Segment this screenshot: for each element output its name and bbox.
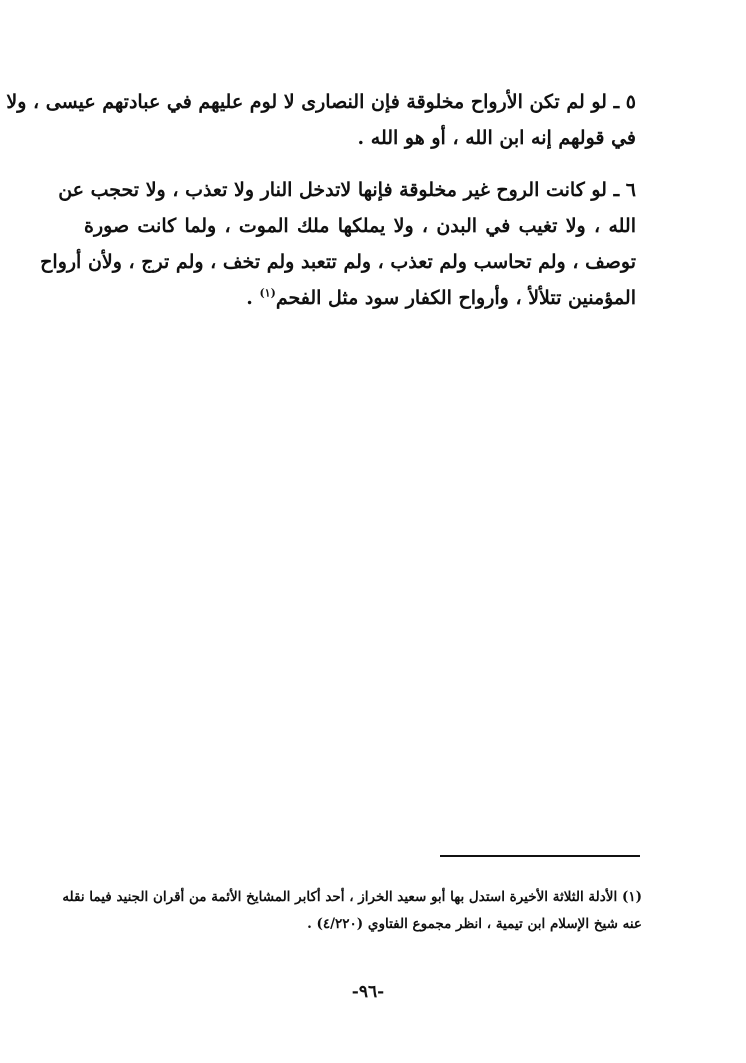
paragraph-line: الله ، ولا تغيب في البدن ، ولا يملكها ملك الموت ، ولما كانت صورة: [84, 215, 636, 237]
page-number: -٩٦-: [351, 982, 385, 1002]
footnote-line: (١) الأدلة الثلاثة الأخيرة استدل بها أبو سعيد الخراز ، أحد أكابر المشايخ الأئمة من أقران الجنيد فيما نقله: [62, 889, 642, 905]
paragraph-line: ٦ ـ لو كانت الروح غير مخلوقة فإنها لاتدخل النار ولا تعذب ، ولا تحجب عن: [58, 179, 636, 201]
paragraph-line-last: [84, 280, 636, 316]
paragraph-line: توصف ، ولم تحاسب ولم تعذب ، ولم تتعبد ولم تخف ، ولم ترج ، ولأن أرواح: [40, 251, 636, 273]
footnote-marker: (١): [259, 286, 276, 300]
paragraph-5: [6, 84, 636, 156]
footnote-line: عنه شيخ الإسلام ابن تيمية ، انظر مجموع الفتاوي (٤/٢٢٠) .: [307, 916, 642, 932]
closing-period: .: [246, 287, 260, 309]
paragraph-6: [40, 172, 636, 316]
footnote: [62, 884, 642, 938]
paragraph-text: المؤمنين تتلألأ ، وأرواح الكفار سود مثل الفحم: [275, 287, 636, 309]
paragraph-line: ٥ ـ لو لم تكن الأرواح مخلوقة فإن النصارى لا لوم عليهم في عبادتهم عيسى ، ولا: [6, 91, 636, 113]
footnote-separator: [440, 855, 640, 857]
paragraph-line: في قولهم إنه ابن الله ، أو هو الله .: [357, 127, 636, 149]
